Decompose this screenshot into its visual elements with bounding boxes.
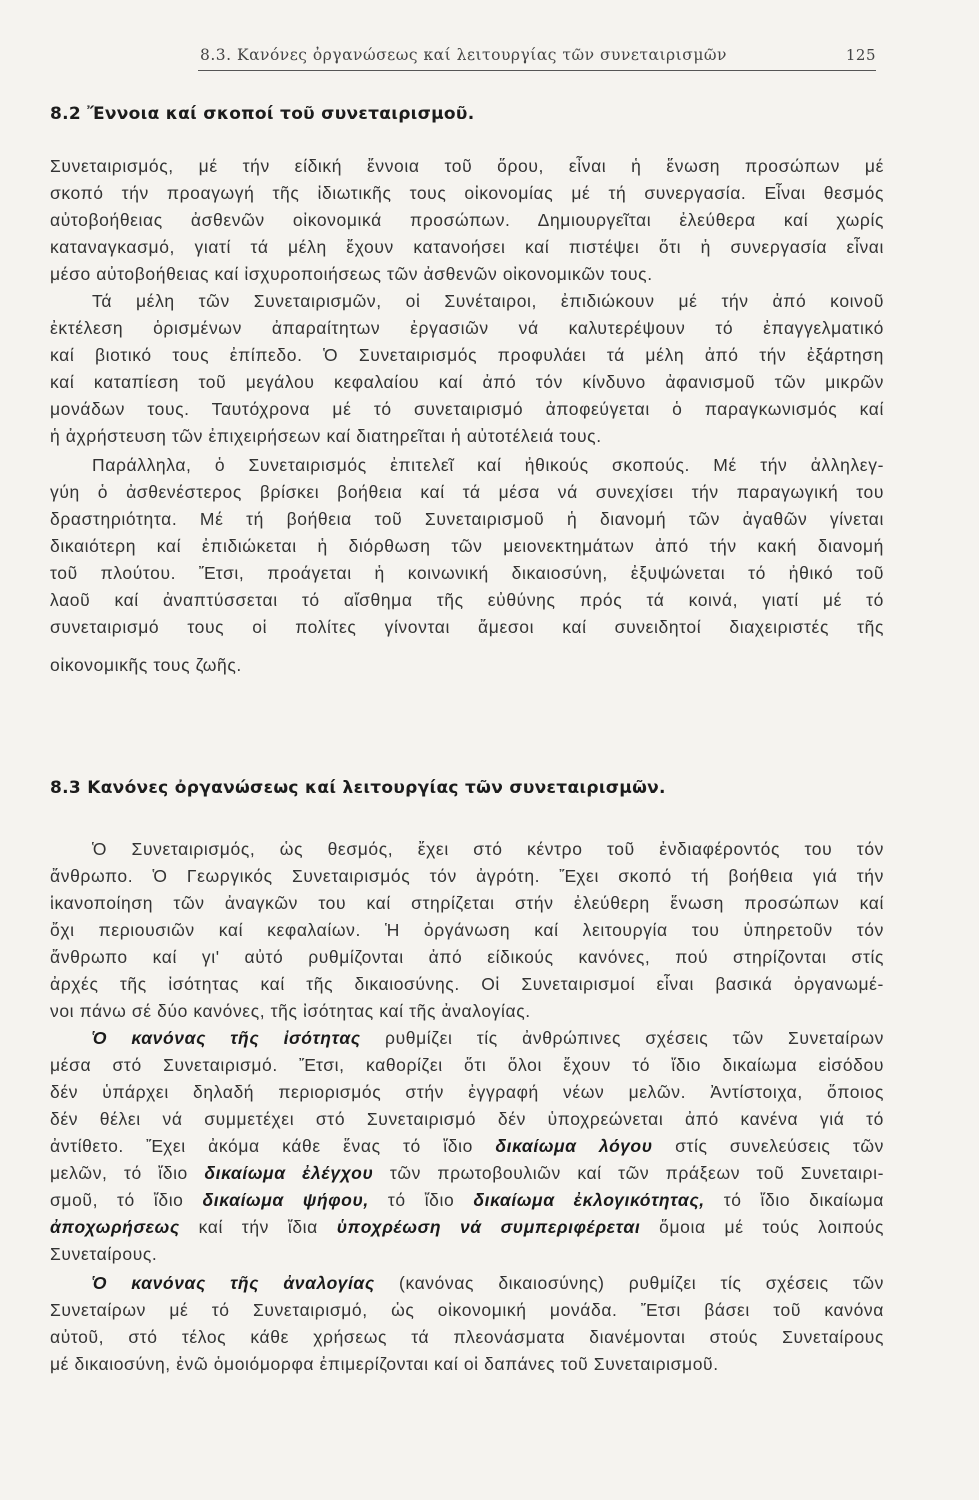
paragraph-line: ἱκανοποίηση τῶν ἀναγκῶν του καί στηρίζεται στήν ἐλεύθερη ἕνωση προσώπων καί bbox=[50, 893, 884, 913]
paragraph-text: (κανόνας δικαιοσύνης) ρυθμίζει τίς σχέσεις τῶν bbox=[399, 1273, 884, 1293]
paragraph-line: ἡ ἀχρήστευση τῶν ἐπιχειρήσεων καί διατηρεῖται ἡ αὐτοτέλειά τους. bbox=[50, 426, 602, 446]
paragraph-line bbox=[50, 1217, 884, 1238]
paragraph-line: νοι πάνω σέ δύο κανόνες, τῆς ἰσότητας καί τῆς ἀναλογίας. bbox=[50, 1001, 531, 1021]
paragraph-line: αὐτοῦ, στό τέλος κάθε χρήσεως τά πλεονάσματα διανέμονται στούς Συνεταίρους bbox=[50, 1327, 884, 1347]
page-number: 125 bbox=[845, 46, 876, 64]
paragraph-text: ρυθμίζει τίς ἀνθρώπινες σχέσεις τῶν Συνεταίρων bbox=[385, 1028, 884, 1048]
term-dikaioma-logou: δικαίωμα λόγου bbox=[495, 1136, 653, 1156]
paragraph-line: συνεταιρισμό τους οἱ πολίτες γίνονται ἄμεσοι καί συνειδητοί διαχειριστές τῆς bbox=[50, 617, 884, 637]
term-ypoxreosi: ὑποχρέωση νά συμπεριφέρεται bbox=[336, 1217, 641, 1237]
term-dikaioma-psifou: δικαίωμα ψήφου, bbox=[202, 1190, 369, 1210]
paragraph-line: ἀρχές τῆς ἰσότητας καί τῆς δικαιοσύνης. Οἱ Συνεταιρισμοί εἶναι βασικά ὀργανωμέ- bbox=[50, 974, 884, 994]
paragraph-line: Συνεταιρισμός, μέ τήν είδική ἔννοια τοῦ ὅρου, εἶναι ἡ ἕνωση προσώπων μέ bbox=[50, 156, 884, 176]
paragraph-line: μονάδων τους. Ταυτόχρονα μέ τό συνεταιρισμό ἀποφεύγεται ὁ παραγκωνισμός καί bbox=[50, 399, 884, 419]
paragraph-line: μέ δικαιοσύνη, ἐνῶ ὁμοιόμορφα ἐπιμερίζονται καί οἱ δαπάνες τοῦ Συνεταιρισμοῦ. bbox=[50, 1354, 719, 1374]
paragraph-text: μελῶν, τό ἴδιο bbox=[50, 1163, 188, 1183]
paragraph-line: μέσο αὐτοβοήθειας καί ἰσχυροποιήσεως τῶν ἀσθενῶν οἰκονομικῶν τους. bbox=[50, 264, 653, 284]
paragraph-line: Ὁ Συνεταιρισμός, ὡς θεσμός, ἔχει στό κέντρο τοῦ ἐνδιαφέροντός του τόν bbox=[92, 839, 884, 859]
paragraph-line: μέσα στό Συνεταιρισμό. Ἔτσι, καθορίζει ὅτι ὅλοι ἔχουν τό ἴδιο δικαίωμα εἰσόδου bbox=[50, 1055, 884, 1075]
paragraph-line bbox=[50, 1190, 884, 1211]
paragraph-line: δέν ὑπάρχει δηλαδή περιορισμός στήν ἐγγραφή νέων μελῶν. Ἀντίστοιχα, ὅποιος bbox=[50, 1082, 884, 1102]
paragraph-line: σκοπό τήν προαγωγή τῆς ἰδιωτικῆς τους οἰκονομίας μέ τή συνεργασία. Εἶναι θεσμός bbox=[50, 183, 884, 203]
paragraph-line: καταναγκασμό, γιατί τά μέλη ἔχουν κατανοήσει καί πιστέψει ὅτι ἡ συνεργασία εἶναι bbox=[50, 237, 884, 257]
paragraph-line: γύη ὁ ἀσθενέστερος βρίσκει βοήθεια καί τά μέσα νά συνεχίσει τήν παραγωγική του bbox=[50, 482, 884, 502]
paragraph-line: ἐκτέλεση ὁρισμένων ἀπαραίτητων ἐργασιῶν νά καλυτερέψουν τό ἐπαγγελματικό bbox=[50, 318, 884, 338]
paragraph-line: αὐτοβοήθειας ἀσθενῶν οἰκονομικά προσώπων. Δημιουργεῖται ἐλεύθερα καί χωρίς bbox=[50, 210, 884, 230]
paragraph-line: ἄνθρωπο. Ὁ Γεωργικός Συνεταιρισμός τόν ἀγρότη. Ἔχει σκοπό τή βοήθεια γιά τήν bbox=[50, 866, 884, 886]
paragraph-text: καί τήν ἴδια bbox=[198, 1217, 318, 1237]
paragraph-line: ἄνθρωπο καί γι' αὐτό ρυθμίζονται ἀπό είδικούς κανόνες, πού στηρίζονται στίς bbox=[50, 947, 884, 967]
paragraph-line: τοῦ πλούτου. Ἔτσι, προάγεται ἡ κοινωνική δικαιοσύνη, ἐξυψώνεται τό ἠθικό τοῦ bbox=[50, 563, 884, 583]
paragraph-line: οἰκονομικῆς τους ζωῆς. bbox=[50, 655, 242, 675]
paragraph-line: Τά μέλη τῶν Συνεταιρισμῶν, οἱ Συνέταιροι, ἐπιδιώκουν μέ τήν ἀπό κοινοῦ bbox=[92, 291, 884, 311]
paragraph-line: Παράλληλα, ὁ Συνεταιρισμός ἐπιτελεῖ καί ἠθικούς σκοπούς. Μέ τήν ἀλληλεγ- bbox=[92, 455, 884, 475]
paragraph-line: Συνεταίρους. bbox=[50, 1244, 158, 1264]
paragraph-line bbox=[50, 1136, 884, 1157]
paragraph-line: λαοῦ καί ἀναπτύσσεται τό αἴσθημα τῆς εὐθύνης πρός τά κοινά, γιατί μέ τό bbox=[50, 590, 884, 610]
term-isotitas: Ὁ κανόνας τῆς ἰσότητας bbox=[92, 1028, 361, 1048]
paragraph-text: τῶν πρωτοβουλιῶν καί τῶν πράξεων τοῦ Συνεταιρι- bbox=[389, 1163, 885, 1183]
section-heading-8-3: 8.3 Κανόνες ὀργανώσεως καί λειτουργίας τῶν συνεταιρισμῶν. bbox=[50, 778, 666, 798]
paragraph-text: στίς συνελεύσεις τῶν bbox=[675, 1136, 884, 1156]
term-apoxoriseos: ἀποχωρήσεως bbox=[50, 1217, 180, 1237]
paragraph-text: τό ἴδιο bbox=[387, 1190, 455, 1210]
paragraph-line: καί καταπίεση τοῦ μεγάλου κεφαλαίου καί ἀπό τόν κίνδυνο ἀφανισμοῦ τῶν μικρῶν bbox=[50, 372, 884, 392]
term-dikaioma-eklogikotitas: δικαίωμα ἐκλογικότητας, bbox=[473, 1190, 705, 1210]
term-analogias: Ὁ κανόνας τῆς ἀναλογίας bbox=[92, 1273, 375, 1293]
paragraph-line: Συνεταίρων μέ τό Συνεταιρισμό, ὡς οἰκονομική μονάδα. Ἔτσι βάσει τοῦ κανόνα bbox=[50, 1300, 884, 1320]
paragraph-line: δικαιότερη καί ἐπιδιώκεται ἡ διόρθωση τῶν μειονεκτημάτων ἀπό τήν κακή διανομή bbox=[50, 536, 884, 556]
paragraph-line: καί βιοτικό τους ἐπίπεδο. Ὁ Συνεταιρισμός προφυλάει τά μέλη ἀπό τήν ἐξάρτηση bbox=[50, 345, 884, 365]
paragraph-text: ὅμοια μέ τούς λοιπούς bbox=[659, 1217, 884, 1237]
term-dikaioma-elegxou: δικαίωμα ἐλέγχου bbox=[204, 1163, 374, 1183]
paragraph-line: ὄχι περιουσιῶν καί κεφαλαίων. Ἡ ὀργάνωση καί λειτουργία του ὑπηρετοῦν τόν bbox=[50, 920, 884, 940]
paragraph-text: ἀντίθετο. Ἔχει ἀκόμα κάθε ἕνας τό ἴδιο bbox=[50, 1136, 473, 1156]
section-heading-8-2: 8.2 Ἔννοια καί σκοποί τοῦ συνεταιρισμοῦ. bbox=[50, 104, 475, 124]
header-rule bbox=[198, 70, 876, 71]
running-head-title: 8.3. Κανόνες ὀργανώσεως καί λειτουργίας τῶν συνεταιρισμῶν bbox=[200, 46, 727, 64]
paragraph-line: δέν θέλει νά συμμετέχει στό Συνεταιρισμό δέν ὑποχρεώνεται ἀπό κανένα γιά τό bbox=[50, 1109, 884, 1129]
paragraph-line bbox=[92, 1273, 884, 1294]
paragraph-text: τό ἴδιο δικαίωμα bbox=[723, 1190, 885, 1210]
paragraph-line bbox=[50, 1163, 884, 1184]
paragraph-line bbox=[92, 1028, 884, 1049]
paragraph-line: δραστηριότητα. Μέ τή βοήθεια τοῦ Συνεταιρισμοῦ ἡ διανομή τῶν ἀγαθῶν γίνεται bbox=[50, 509, 884, 529]
paragraph-text: σμοῦ, τό ἴδιο bbox=[50, 1190, 184, 1210]
